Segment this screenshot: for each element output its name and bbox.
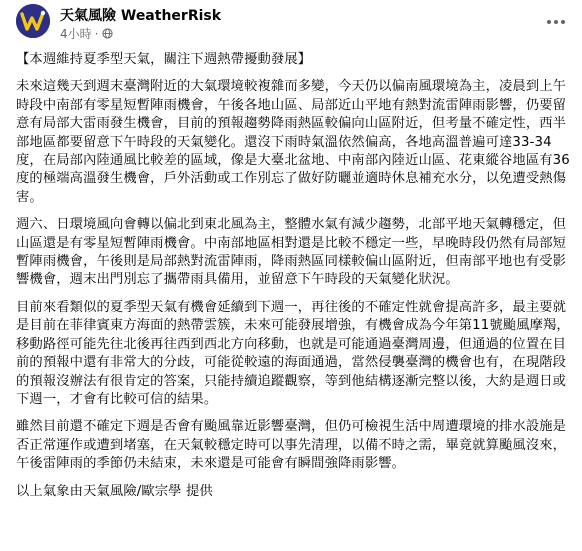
post-paragraph-1: 未來這幾天到週末臺灣附近的大氣環境較複雜而多變，今天仍以偏南風環境為主，凌晨到上午時段中南部有零星短暫陣雨機會，午後各地山區、局部近山平地有熱對流雷陣雨影響，仍要留意有局部大雷雨發生機會，目前的預報趨勢降雨熱區較偏向山區附近，但考量不確定性，西半部地區都要留意下午時段的天氣變化。還沒下雨時氣溫依然偏高，各地高溫普遍可達33-34度，在局部內陸通風比較差的區域，像是大臺北盆地、中南部內陸近山區、花東縱谷地區有36度的極端高溫發生機會，戶外活動或工作別忘了做好防曬並適時休息補充水分，以免遭受熱傷害。 bbox=[16, 79, 570, 205]
post-paragraph-2: 週六、日環境風向會轉以偏北到東北風為主，整體水氣有減少趨勢，北部平地天氣轉穩定，但山區還是有零星短暫陣雨機會。中南部地區相對還是比較不穩定一些，早晚時段仍然有局部短暫陣雨機會，午後則是局部熱對流雷陣雨，降雨熱區同樣較偏山區附近，但南部平地也有受影響機會，週末出門別忘了攜帶雨具備用，並留意下午時段的天氣變化狀況。 bbox=[16, 217, 567, 288]
post-text bbox=[16, 51, 572, 510]
post-title: 【本週維持夏季型天氣，關注下週熱帶擾動發展】 bbox=[16, 52, 312, 67]
post-paragraph-3: 目前來看類似的夏季型天氣有機會延續到下週一，再往後的不確定性就會提高許多，最主要就是目前在菲律賓東方海面的熱帶雲簇，未來可能發展增強，有機會成為今年第11號颱風摩羯，移動路徑可能先往北後再往西到西北方向移動，也就是可能通過臺灣周邊，但通過的位置在目前的預報中還有非常大的分歧，可能從較遠的海面通過，當然侵襲臺灣的機會也有，在現階段的預報沒辦法有很肯定的答案，只能持續追蹤觀察，等到他結構逐漸完整以後，大約是週日或下週一，才會有比較可信的結果。 bbox=[16, 299, 570, 407]
post-time[interactable]: 4小時 bbox=[60, 27, 92, 41]
post-header bbox=[0, 0, 582, 46]
post-credit: 以上氣象由天氣風險/歐宗學 提供 bbox=[16, 483, 213, 499]
globe-icon bbox=[102, 28, 113, 39]
weatherrisk-logo bbox=[16, 4, 50, 38]
post-paragraph-4: 雖然目前還不確定下週是否會有颱風靠近影響臺灣，但仍可檢視生活中周遭環境的排水設施是否正常運作或遭到堵塞，在天氣較穩定時可以事先清理，以備不時之需，畢竟就算颱風沒來，午後雷陣雨的季節仍未結束，未來還是可能會有瞬間強降雨影響。 bbox=[16, 419, 567, 472]
page-name[interactable]: 天氣風險 WeatherRisk bbox=[60, 8, 222, 24]
more-horizontal-icon bbox=[546, 19, 566, 25]
more-options-button[interactable] bbox=[540, 6, 572, 38]
page-avatar[interactable] bbox=[16, 4, 50, 38]
post-meta bbox=[60, 25, 113, 42]
meta-separator: · bbox=[94, 26, 99, 41]
